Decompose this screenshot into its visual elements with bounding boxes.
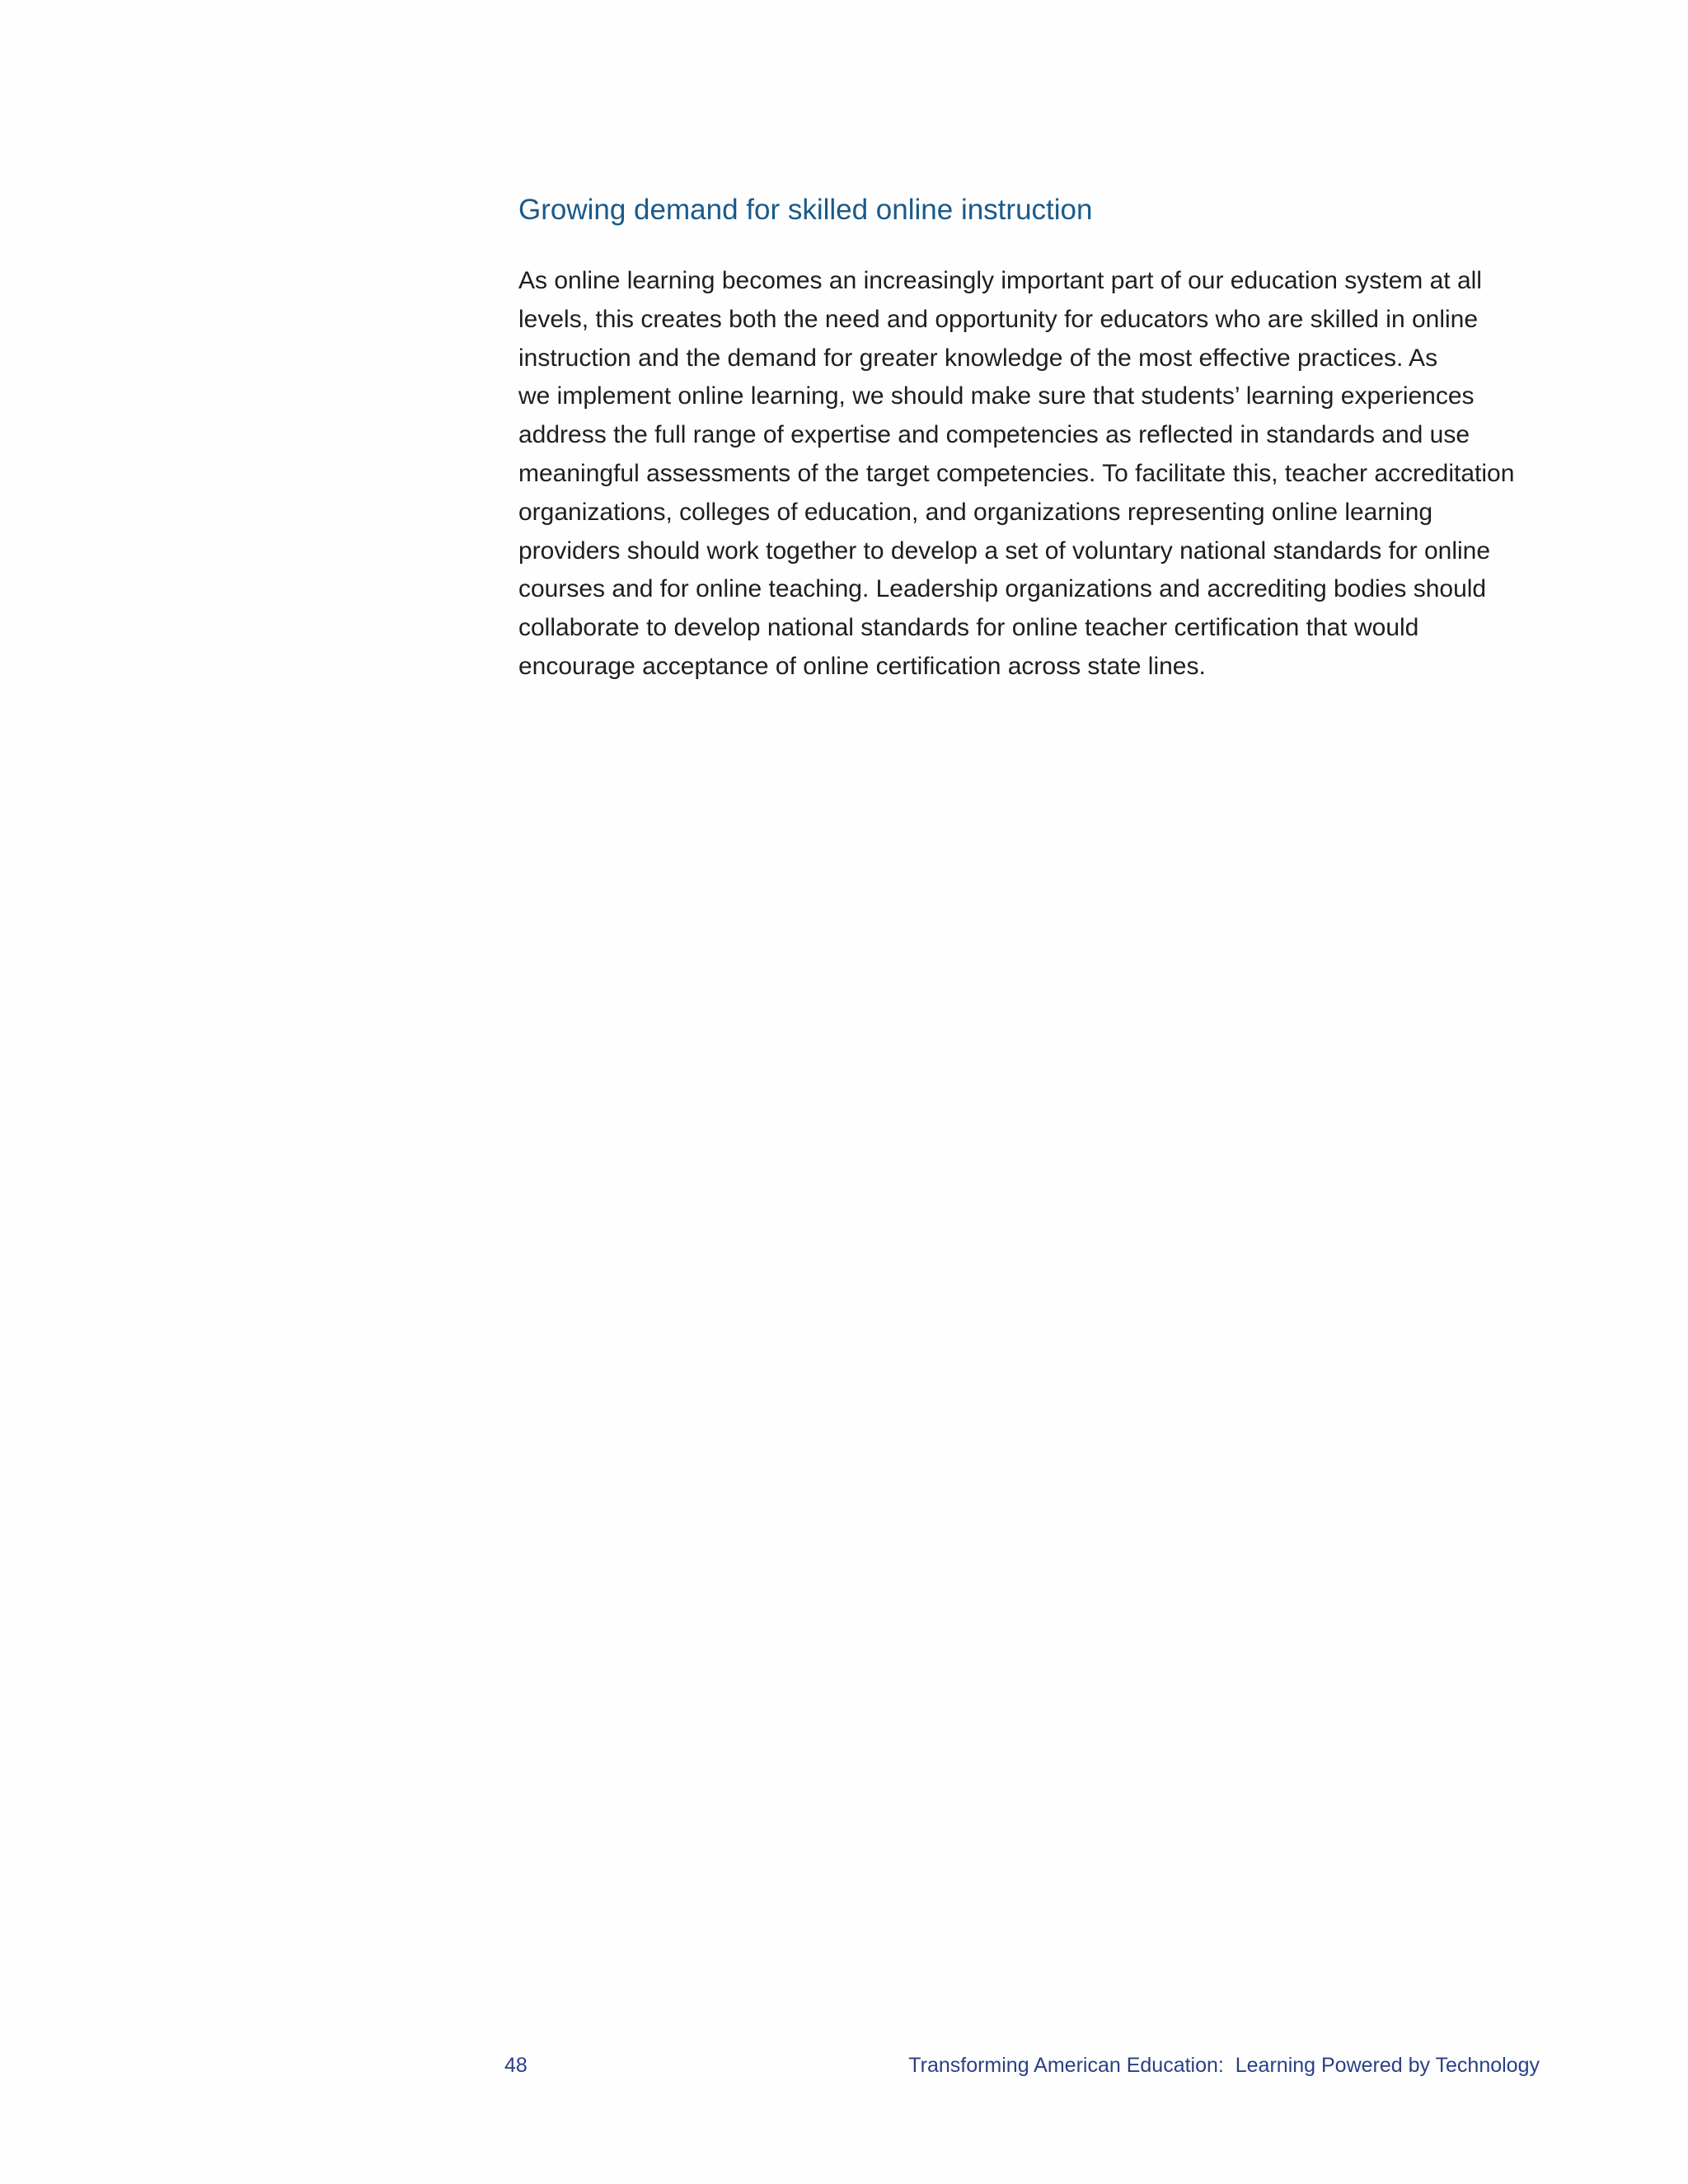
paragraph-line: levels, this creates both the need and opportunity for educators who are skilled in online: [518, 305, 1479, 333]
paragraph-line: meaningful assessments of the target competencies. To facilitate this, teacher accreditation: [518, 459, 1515, 487]
paragraph-line: As online learning becomes an increasingly important part of our education system at all: [518, 267, 1482, 294]
paragraph-line: collaborate to develop national standards for online teacher certification that would: [518, 614, 1419, 642]
paragraph-line: we implement online learning, we should make sure that students’ learning experiences: [518, 382, 1475, 410]
body-paragraph: [518, 262, 1514, 687]
paragraph-line: providers should work together to develop a set of voluntary national standards for online: [518, 537, 1491, 565]
paragraph-line: instruction and the demand for greater knowledge of the most effective practices. As: [518, 344, 1438, 372]
paragraph-line: address the full range of expertise and competencies as reflected in standards and use: [518, 421, 1470, 449]
paragraph-line: courses and for online teaching. Leadership organizations and accrediting bodies should: [518, 575, 1487, 603]
paragraph-line: encourage acceptance of online certification across state lines.: [518, 652, 1206, 680]
page-number: 48: [504, 2054, 528, 2077]
running-footer-title: Transforming American Education: Learning Powered by Technology: [908, 2054, 1540, 2077]
paragraph-line: organizations, colleges of education, and organizations representing online learning: [518, 498, 1433, 526]
section-heading: Growing demand for skilled online instruction: [518, 194, 1093, 226]
